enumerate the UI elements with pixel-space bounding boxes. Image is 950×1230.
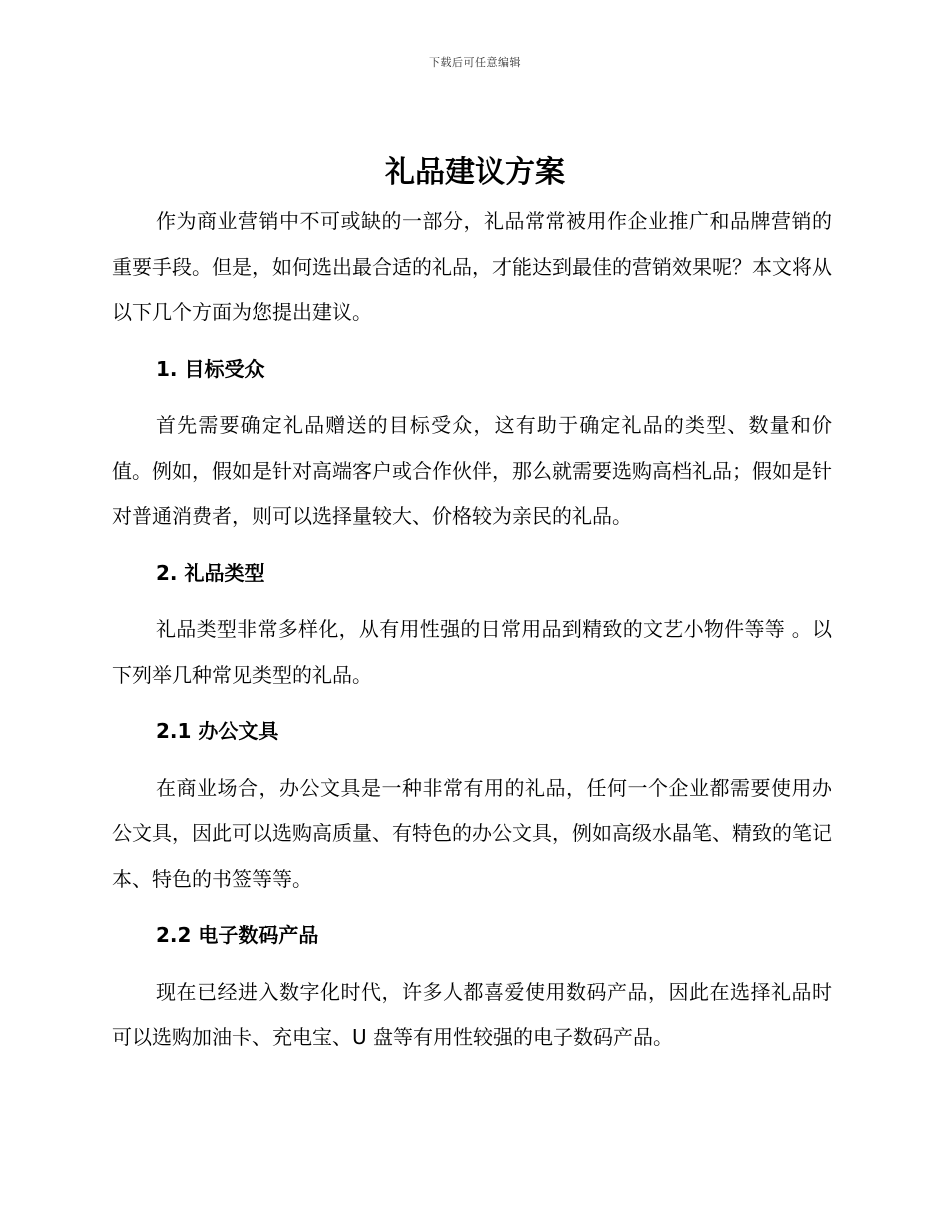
section-body-gift-types: 礼品类型非常多样化，从有用性强的日常用品到精致的文艺小物件等等 。以下列举几种常见类型的礼品。 (112, 617, 832, 687)
page-header-note: 下载后可任意编辑 (429, 56, 521, 69)
document-title: 礼品建议方案 (385, 155, 565, 190)
section-body-digital-products: 现在已经进入数字化时代，许多人都喜爱使用数码产品，因此在选择礼品时可以选购加油卡、充电宝、U 盘等有用性较强的电子数码产品。 (112, 979, 832, 1049)
section-heading-target-audience: 1. 目标受众 (156, 356, 265, 381)
section-heading-office-supplies: 2.1 办公文具 (156, 719, 279, 743)
section-heading-gift-types: 2. 礼品类型 (156, 560, 265, 585)
section-body-target-audience: 首先需要确定礼品赠送的目标受众，这有助于确定礼品的类型、数量和价值。例如，假如是针对高端客户或合作伙伴，那么就需要选购高档礼品；假如是针对普通消费者，则可以选择量较大、价格较为亲民的礼品。 (112, 413, 832, 528)
section-heading-digital-products: 2.2 电子数码产品 (156, 923, 319, 947)
section-body-office-supplies: 在商业场合，办公文具是一种非常有用的礼品，任何一个企业都需要使用办公文具，因此可以选购高质量、有特色的办公文具，例如高级水晶笔、精致的笔记本、特色的书签等等。 (112, 775, 832, 891)
intro-paragraph: 作为商业营销中不可或缺的一部分，礼品常常被用作企业推广和品牌营销的重要手段。但是，如何选出最合适的礼品，才能达到最佳的营销效果呢？本文将从以下几个方面为您提出建议。 (112, 209, 832, 324)
document-body (112, 199, 832, 1061)
